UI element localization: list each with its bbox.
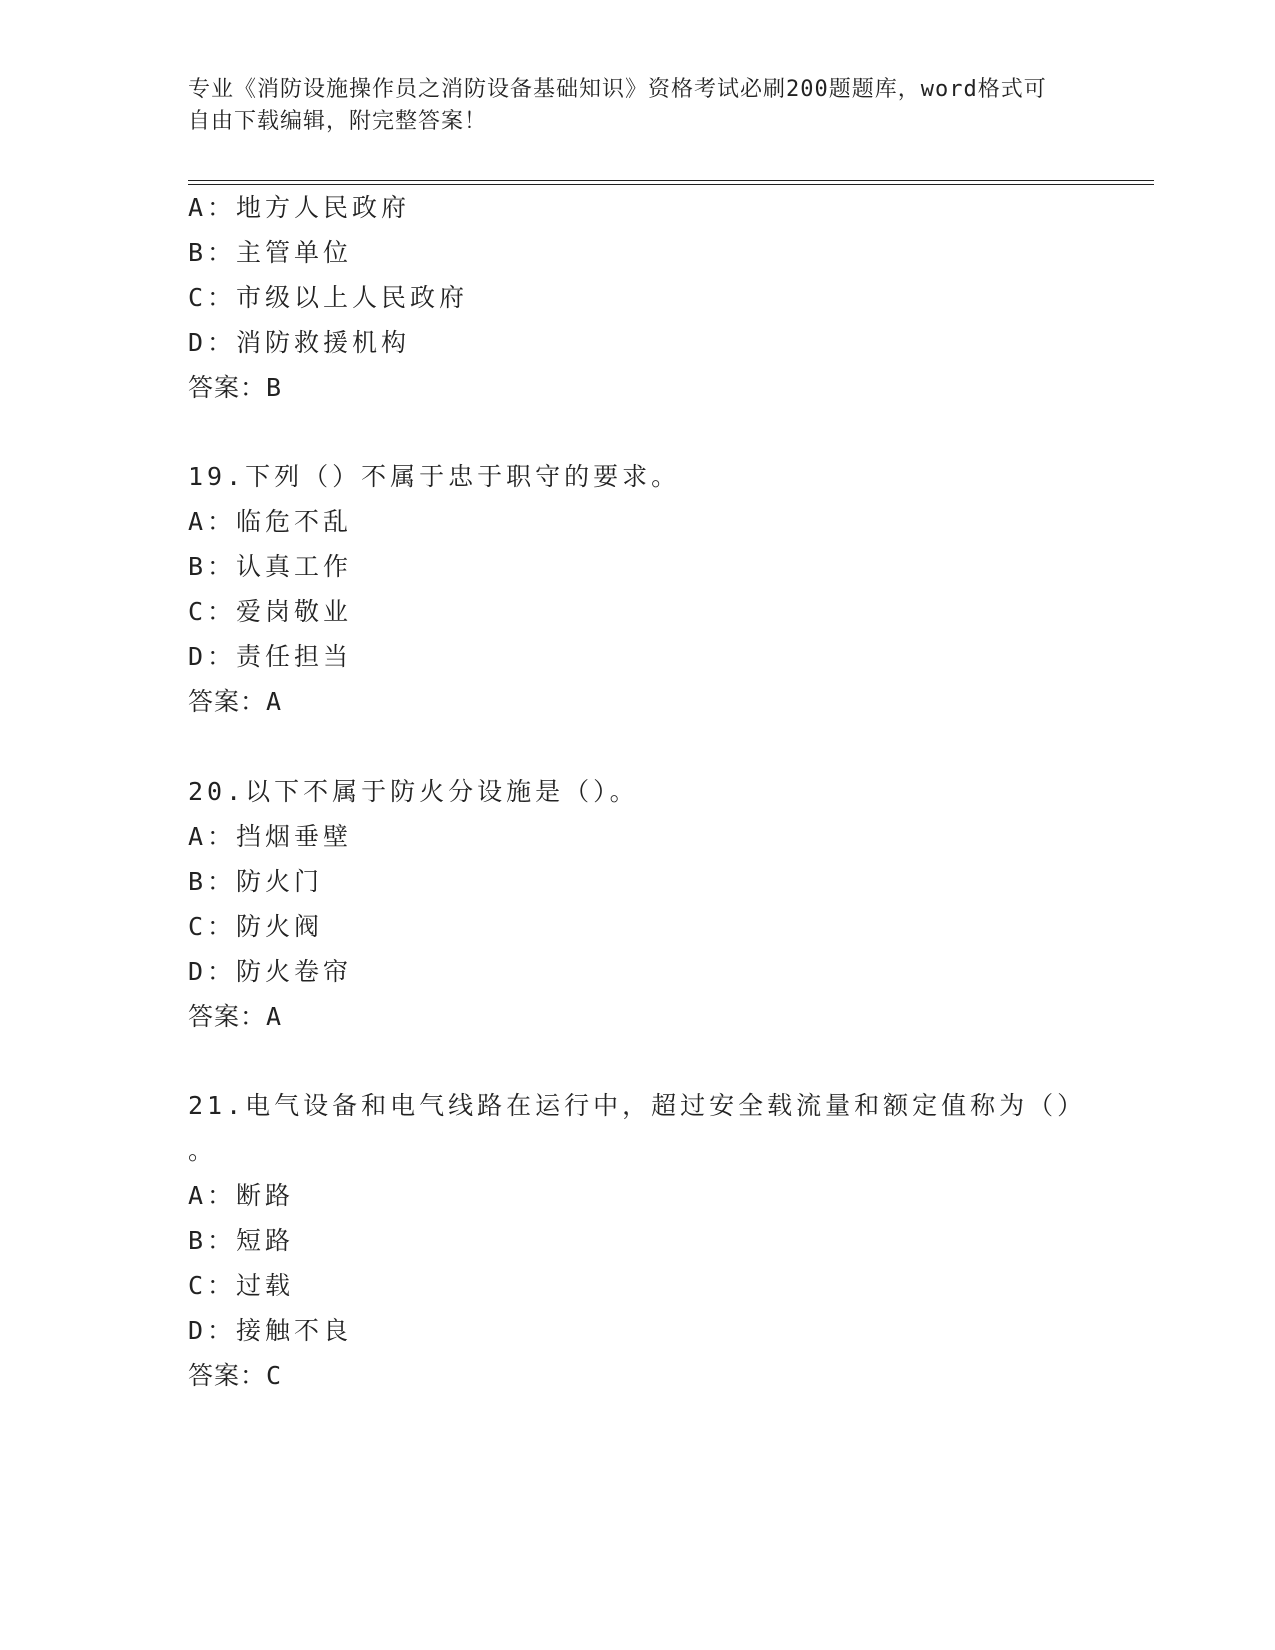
q19-option-b: B：认真工作 bbox=[188, 552, 353, 581]
header-divider-top bbox=[188, 180, 1154, 181]
q19-option-c: C：爱岗敬业 bbox=[188, 597, 353, 626]
q21-question-line2: 。 bbox=[188, 1136, 218, 1165]
q19-question: 19.下列（）不属于忠于职守的要求。 bbox=[188, 462, 681, 491]
q21-option-c: C：过载 bbox=[188, 1271, 295, 1300]
q19-option-a: A：临危不乱 bbox=[188, 507, 353, 536]
q20-option-d: D：防火卷帘 bbox=[188, 957, 353, 986]
q19-answer: 答案：A bbox=[188, 687, 283, 716]
q18-option-a: A：地方人民政府 bbox=[188, 193, 411, 222]
q20-question: 20.以下不属于防火分设施是（）。 bbox=[188, 777, 639, 806]
q21-option-d: D：接触不良 bbox=[188, 1316, 353, 1345]
q18-option-d: D：消防救援机构 bbox=[188, 328, 411, 357]
q19-option-d: D：责任担当 bbox=[188, 642, 353, 671]
q21-option-a: A：断路 bbox=[188, 1181, 295, 1210]
header-divider-bottom bbox=[188, 184, 1154, 185]
q18-option-c: C：市级以上人民政府 bbox=[188, 283, 469, 312]
q21-question-line1: 21.电气设备和电气线路在运行中，超过安全载流量和额定值称为（） bbox=[188, 1091, 1087, 1120]
q20-option-a: A：挡烟垂壁 bbox=[188, 822, 353, 851]
document-header: 专业《消防设施操作员之消防设备基础知识》资格考试必刷200题题库，word格式可自由下载编辑，附完整答案！ bbox=[188, 77, 1047, 134]
q18-answer: 答案：B bbox=[188, 373, 283, 402]
q20-option-c: C：防火阀 bbox=[188, 912, 324, 941]
q20-option-b: B：防火门 bbox=[188, 867, 324, 896]
q18-option-b: B：主管单位 bbox=[188, 238, 353, 267]
q21-answer: 答案：C bbox=[188, 1361, 283, 1390]
q21-option-b: B：短路 bbox=[188, 1226, 295, 1255]
q20-answer: 答案：A bbox=[188, 1002, 283, 1031]
